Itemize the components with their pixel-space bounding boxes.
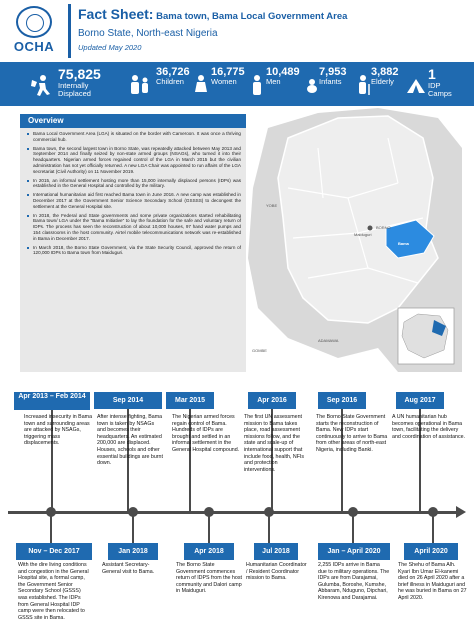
stat-men-number: 10,489 [266, 66, 300, 78]
stat-infants-number: 7,953 [319, 66, 347, 78]
stats-bar [0, 62, 474, 106]
timeline-event-text: The Borno State Government starts the reconstruction of Bama. New IDPs start continuously to arrive to Bama from other areas of north-east Nigeria, including Banki. [316, 414, 388, 453]
map-label-bama: Bama [398, 241, 409, 246]
overview-paragraph: In March 2018, the Borno State Government, via the State Security Council, approved the return of 120,000 IDPs to Bama town from Maiduguri. [25, 245, 241, 257]
map-label-borno: BORNO [376, 225, 391, 230]
ocha-logo [8, 6, 60, 58]
stat-women-label: Women [211, 77, 237, 86]
stat-camps-number: 1 [428, 66, 436, 82]
location-map [248, 108, 462, 372]
stat-women-number: 16,775 [211, 66, 245, 78]
timeline-date: Apr 2018 [184, 543, 234, 560]
timeline-event-text: The Nigerian armed forces regain control of Bama. Hundreds of IDPs are brought and settled in an informal settlement in the General Hospital compound. [172, 414, 240, 453]
overview-paragraph: International humanitarian aid first reached Bama town in June 2016. A new camp was established in December 2017 at the Government Senior Science Secondary School (GSSSS) to decongest the settlement at the General Hospital site. [25, 192, 241, 209]
man-icon [250, 74, 264, 96]
maiduguri-marker [368, 226, 373, 231]
map-label-adamawa: ADAMAWA [318, 338, 339, 343]
overview-paragraph: In 2015, an informal settlement hosting more than 15,000 internally displaced persons (IDPs) was established in the General Hospital and controlled by the military. [25, 178, 241, 190]
timeline-date: Sep 2016 [318, 392, 366, 409]
timeline-date: Aug 2017 [396, 392, 444, 409]
stat-children-label: Children [156, 77, 184, 86]
timeline-event-text: With the dire living conditions and congestion in the General Hospital site, a formal camp, the Government Senior Secondary School (GSSS) was established. The IDPs from General Hospital IDP camp were then relocated to GSSS site in Bama. [18, 562, 89, 621]
timeline-event-text: Humanitarian Coordinator / Resident Coordinator mission to Bama. [246, 562, 307, 582]
timeline-stem [352, 514, 354, 546]
stat-camps-label2: Camps [428, 89, 452, 99]
overview-paragraph: Bama town, the second largest town in Borno State, was repeatedly attacked between May 2013 and September 2014 and finally seized by non-state armed groups (NSAGs), who turned it into their headquarters. Nigerian armed forces regained control of the LGA in March 2015 but the civilian administration has not yet officially returned. A new LGA Chair was appointed to run affairs of the LGA secretariat (Civil Authority) on 11 November 2019. [25, 146, 241, 175]
stat-men-label: Men [266, 77, 281, 86]
stat-elderly-label: Elderly [371, 77, 394, 86]
stat-elderly-number: 3,882 [371, 66, 399, 78]
overview-paragraph: In 2018, the Federal and State governments and some private organizations started rehabilitating Bama town/ LGA under the "Bama Initiative" to lay the foundation for the safe and voluntary return of IDPs. The process has seen the reconstruction of about 10,000 houses, 97 hand water pumps and 154 classrooms in the host community. Airtel mobile telecommunications network was re-established in Bama in December 2017. [25, 213, 241, 242]
map-label-yobe: YOBE [266, 203, 278, 208]
stat-idps-label1: Internally [58, 81, 89, 90]
timeline-date: Mar 2015 [166, 392, 214, 409]
camp-tent-icon [406, 78, 426, 94]
header [0, 0, 474, 62]
stat-idps-number: 75,825 [58, 66, 101, 82]
timeline-stem [50, 514, 52, 546]
timeline-date: Apr 2016 [248, 392, 296, 409]
stat-idps [58, 66, 101, 99]
stat-infants-label: Infants [319, 77, 342, 86]
stat-men [266, 66, 300, 86]
title-main: Fact Sheet: [78, 6, 154, 22]
timeline-event-text: A UN humanitarian hub becomes operational in Bama town, facilitating the delivery and coordination of assistance. [392, 414, 466, 440]
timeline-event-text: The Shehu of Bama Alh. Kyari Ibn Umar El-kanemi died on 26 April 2020 after a brief illness in Maiduguri and he was buried in Bama on 27 April 2020. [398, 562, 467, 601]
un-emblem-icon [16, 6, 52, 38]
children-icon [128, 74, 152, 96]
timeline-axis [8, 511, 458, 514]
page-subtitle: Borno State, North-east Nigeria [78, 28, 218, 39]
infant-icon [305, 78, 319, 94]
stat-idps-label2: Displaced [58, 89, 91, 99]
timeline-date: April 2020 [404, 543, 458, 560]
timeline-event-text: The first UN assessment mission to Bama takes place, road assessment missions follow, and the state and scale-up of international support that include food, health, NFIs and protection interventions. [244, 414, 305, 473]
borno-map-svg [248, 108, 462, 372]
timeline-stem [268, 514, 270, 546]
stat-elderly [371, 66, 399, 86]
timeline-event-text: Assistant Secretary-General visit to Bama. [102, 562, 155, 575]
elderly-icon [356, 74, 372, 96]
timeline-stem [132, 514, 134, 546]
header-divider [68, 4, 71, 58]
updated-date: Updated May 2020 [78, 43, 142, 52]
overview-heading: Overview [20, 114, 246, 128]
stat-children-number: 36,726 [156, 66, 190, 78]
map-label-maiduguri: Maiduguri [354, 232, 372, 237]
timeline-date: Jul 2018 [254, 543, 298, 560]
timeline-event-text: After intense fighting, Bama town is taken by NSAGs and becomes their headquarters. An estimated 200,000 are displaced. Houses, schools and other essential buildings are burnt down. [97, 414, 163, 467]
title-rest: Bama town, Bama Local Government Area [153, 11, 348, 22]
overview-paragraph: Bama Local Government Area (LGA) is situated on the border with Cameroon. It was once a thriving commercial hub. [25, 131, 241, 143]
overview-body [20, 128, 246, 256]
stat-camps [428, 66, 452, 99]
timeline-date: Nov – Dec 2017 [16, 543, 92, 560]
logo-text: OCHA [13, 39, 55, 54]
stat-camps-label1: IDP [428, 81, 441, 90]
stat-infants [319, 66, 347, 86]
overview-panel [20, 114, 246, 372]
timeline-event-text: The Borno State Government commences return of IDPS from the host community and Dalori camp in Maiduguri. [176, 562, 242, 595]
timeline-date: Apr 2013 – Feb 2014 [14, 392, 90, 410]
timeline-arrow-icon [456, 506, 466, 518]
page-title [78, 6, 347, 22]
map-label-gombe: GOMBE [252, 348, 267, 353]
timeline-event-text: 2,255 IDPs arrive in Bama due to military operations. The IDPs are from Darajamai, Gulumba, Boroshe, Kumshe, Abbaram, Nduguno, Dipchari, Kirenowa and Darajamai. [318, 562, 390, 601]
timeline-date: Sep 2014 [94, 392, 162, 409]
timeline-stem [432, 514, 434, 546]
timeline-event-text: Increased insecurity in Bama town and surrounding areas are attacked by NSAGs, triggering mass displacements. [24, 414, 93, 447]
stat-women [211, 66, 245, 86]
timeline-date: Jan 2018 [108, 543, 158, 560]
timeline-stem [208, 514, 210, 546]
woman-icon [194, 74, 208, 96]
timeline-date: Jan – April 2020 [318, 543, 390, 560]
displaced-person-icon [30, 74, 52, 98]
stat-children [156, 66, 190, 86]
